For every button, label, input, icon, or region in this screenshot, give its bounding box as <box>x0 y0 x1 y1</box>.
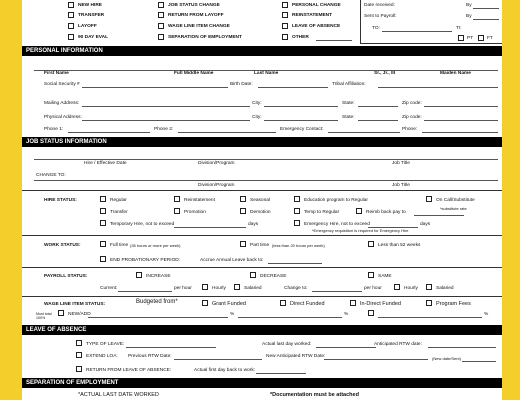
current-line[interactable] <box>118 291 172 292</box>
label-promotion: Promotion <box>184 210 206 215</box>
phone1-line[interactable] <box>68 132 150 133</box>
ti-label: TI: <box>456 26 462 31</box>
checkbox-salaried-change[interactable] <box>426 284 432 290</box>
per-hour-label-1: per hour <box>174 286 192 291</box>
label-other: OTHER <box>292 35 309 40</box>
label-return-from-layoff: RETURN FROM LAYOFF <box>168 13 224 18</box>
checkbox-new-add[interactable] <box>58 310 64 316</box>
type-of-leave-line[interactable] <box>126 347 216 348</box>
label-temporary-hire: Temporary Hire, not to exceed <box>110 222 175 227</box>
anticipated-rtw-label: Anticipated RTW date: <box>374 342 422 347</box>
wage-line-3[interactable] <box>378 317 482 318</box>
maiden-name-label: Maiden Name <box>440 71 471 76</box>
new-anticipated-line[interactable] <box>324 359 428 360</box>
label-part-time: Part time <box>250 243 270 248</box>
division-label-2: Division/Program <box>198 183 235 188</box>
label-emergency-hire: Emergency Hire, not to exceed <box>304 222 370 227</box>
checkbox-regular[interactable] <box>100 196 106 202</box>
mailing-state-line[interactable] <box>358 106 398 107</box>
job-row-line-1[interactable] <box>34 159 498 160</box>
checkbox-return-from-layoff[interactable] <box>158 12 164 18</box>
label-separation-of-employment: SEPARATION OF EMPLOYMENT <box>168 35 242 40</box>
indirect-label: In-Direct Funded <box>360 301 401 307</box>
new-add-label: NEW/ADD <box>68 312 91 317</box>
label-same: SAME <box>378 274 392 279</box>
checkbox-type-of-leave[interactable] <box>76 340 82 346</box>
sub-rate-note: *substitute rate <box>440 206 467 211</box>
first-day-back-label: Actual first day back to work: <box>194 368 256 373</box>
label-temp-to-regular: Temp to Regular <box>304 210 340 215</box>
phone-label: Phone: <box>402 127 418 132</box>
label-seasonal: Seasonal <box>250 198 271 203</box>
salaried-label-1: Salaried <box>244 286 262 291</box>
suffix-label: Sr., Jr., III <box>374 71 396 76</box>
previous-rtw-line[interactable] <box>174 359 262 360</box>
label-90-day-eval: 90 DAY EVAL <box>78 35 109 40</box>
label-regular: Regular <box>110 198 127 203</box>
mailing-line[interactable] <box>82 106 250 107</box>
checkbox-grant-funded[interactable] <box>202 300 208 306</box>
checkbox-demotion[interactable] <box>240 208 246 214</box>
checkbox-layoff[interactable] <box>68 23 74 29</box>
mailing-city-line[interactable] <box>264 106 338 107</box>
checkbox-wage-line-item-change[interactable] <box>158 23 164 29</box>
ft-label: FT <box>487 36 493 41</box>
direct-label: Direct Funded <box>290 301 325 307</box>
previous-rtw-label: Previous RTW Date: <box>128 354 172 359</box>
checkbox-temp-to-regular[interactable] <box>294 208 300 214</box>
checkbox-reinstatement-hire[interactable] <box>174 196 180 202</box>
checkbox-temporary-hire[interactable] <box>100 220 106 226</box>
checkbox-job-status-change[interactable] <box>158 2 164 8</box>
phone1-label: Phone 1: <box>44 127 64 132</box>
hire-date-label: Hire / Effective Date <box>84 161 127 166</box>
actual-last-day-label: Actual last day worked: <box>262 342 312 347</box>
checkbox-transfer[interactable] <box>68 12 74 18</box>
grant-label: Grant Funded <box>212 301 246 307</box>
checkbox-decrease[interactable] <box>250 272 256 278</box>
wage-line-1[interactable] <box>88 317 228 318</box>
emergency-label: Emergency Contact: <box>280 127 324 132</box>
checkbox-reimb-back-pay[interactable] <box>356 208 362 214</box>
full-time-note: (35 hours or more per week) <box>130 243 181 248</box>
mailing-zip-line[interactable] <box>424 106 498 107</box>
new-date-line[interactable] <box>462 361 496 362</box>
checkbox-increase[interactable] <box>136 272 142 278</box>
pct-label-1: % <box>230 312 235 317</box>
label-wage-line-item-change: WAGE LINE ITEM CHANGE <box>168 24 230 29</box>
pct-label-2: % <box>344 312 349 317</box>
label-accrue: Accrue Annual Leave back to: <box>200 258 264 263</box>
divider-4 <box>22 296 502 297</box>
by-line-1[interactable] <box>473 8 499 9</box>
wage-line-2[interactable] <box>238 317 342 318</box>
label-on-call: On Call/Substitute <box>436 198 475 203</box>
label-new-hire: NEW HIRE <box>78 3 102 8</box>
label-reimb-back-pay: Reimb back pay to <box>366 210 406 215</box>
form-sheet <box>22 0 502 400</box>
label-full-time: Full time <box>110 243 129 248</box>
checkbox-leave-of-absence[interactable] <box>282 23 288 29</box>
label-emergency-days: days <box>420 222 431 227</box>
phone2-label: Phone 2: <box>154 127 174 132</box>
label-reinstatement: REINSTATEMENT <box>292 13 333 18</box>
physical-line[interactable] <box>82 120 250 121</box>
checkbox-separation-of-employment[interactable] <box>158 34 164 40</box>
fees-label: Program Fees <box>436 301 471 307</box>
accrue-line[interactable] <box>268 263 322 264</box>
checkbox-indirect-funded[interactable] <box>350 300 356 306</box>
label-education-program: Education program to Regular <box>304 198 368 203</box>
last-name-label: Last Name <box>254 71 279 76</box>
checkbox-on-call[interactable] <box>426 196 432 202</box>
checkbox-personal-change[interactable] <box>282 2 288 8</box>
emergency-note: *Emergency requisition is required for Emergency Hire <box>312 228 409 233</box>
physical-state-label: State: <box>342 115 355 120</box>
checkbox-less-than-52[interactable] <box>368 241 374 247</box>
pct-label-3: % <box>484 312 489 317</box>
checkbox-salaried-current[interactable] <box>234 284 240 290</box>
checkbox-emergency-hire[interactable] <box>294 220 300 226</box>
other-line <box>316 40 352 41</box>
work-status-label: WORK STATUS: <box>44 243 81 248</box>
ssn-line[interactable] <box>82 87 228 88</box>
wage-status-label: WAGE LINE ITEM STATUS: <box>44 302 106 307</box>
label-personal-change: PERSONAL CHANGE <box>292 3 341 8</box>
tribal-label: Tribal Affiliation: <box>332 82 366 87</box>
division-label-1: Division/Program <box>198 161 235 166</box>
label-transfer-hire: Transfer <box>110 210 128 215</box>
checkbox-pt[interactable] <box>458 35 464 41</box>
emergency-line[interactable] <box>328 132 400 133</box>
physical-state-line[interactable] <box>358 120 398 121</box>
birth-date-line[interactable] <box>258 87 328 88</box>
to-label: TO: <box>372 26 380 31</box>
checkbox-full-time[interactable] <box>100 241 106 247</box>
checkbox-ft[interactable] <box>478 35 484 41</box>
by-label-2: By <box>466 14 472 19</box>
label-job-status-change: JOB STATUS CHANGE <box>168 3 220 8</box>
job-row-line-2[interactable] <box>34 180 498 181</box>
by-line-2[interactable] <box>473 19 499 20</box>
new-anticipated-label: New Anticipated RTW Date: <box>266 354 326 359</box>
divider-3 <box>22 267 502 268</box>
job-status-header: JOB STATUS INFORMATION <box>22 137 502 147</box>
ssn-label: Social Security # <box>44 82 80 87</box>
leave-header: LEAVE OF ABSENCE <box>22 325 502 335</box>
type-of-leave-label: TYPE OF LEAVE: <box>86 342 125 347</box>
label-temp-days: days <box>248 222 259 227</box>
sent-to-payroll-label: Sent to Payroll: <box>364 14 397 19</box>
checkbox-reinstatement[interactable] <box>282 12 288 18</box>
checkbox-return-from-leave[interactable] <box>76 366 82 372</box>
physical-label: Physical Address: <box>44 115 82 120</box>
mailing-state-label: State: <box>342 101 355 106</box>
per-hour-label-2: per hour <box>364 286 382 291</box>
full-middle-name-label: Full Middle Name <box>174 71 214 76</box>
salaried-label-2: Salaried <box>436 286 454 291</box>
temporary-days-line[interactable] <box>174 227 246 228</box>
label-decrease: DECREASE <box>260 274 287 279</box>
current-label: Current: <box>100 286 118 291</box>
checkbox-same[interactable] <box>368 272 374 278</box>
by-label-1: By <box>466 3 472 8</box>
part-time-note: (less than 20 hours per week) <box>272 243 325 248</box>
hourly-label-1: Hourly <box>212 286 226 291</box>
birth-date-label: Birth Date: <box>230 82 253 87</box>
checkbox-90-day-eval[interactable] <box>68 34 74 40</box>
checkbox-seasonal[interactable] <box>240 196 246 202</box>
first-name-label: First Name <box>44 71 69 76</box>
tribal-line[interactable] <box>378 87 498 88</box>
hire-status-label: HIRE STATUS: <box>44 198 77 203</box>
personal-info-header: PERSONAL INFORMATION <box>22 46 502 56</box>
label-leave-of-absence: LEAVE OF ABSENCE <box>292 24 341 29</box>
must-total-note: Must total 100% <box>36 312 52 320</box>
to-line[interactable] <box>382 31 452 32</box>
checkbox-hourly-current[interactable] <box>202 284 208 290</box>
return-from-leave-label: RETURN FROM LEAVE OF ABSENCE: <box>86 368 172 373</box>
change-to-label: CHANGE TO: <box>36 173 66 178</box>
divider-2 <box>22 235 502 236</box>
documentation-note: *Documentation must be attached <box>270 392 359 398</box>
physical-city-line[interactable] <box>264 120 338 121</box>
checkbox-program-fees[interactable] <box>426 300 432 306</box>
reimb-line[interactable] <box>414 215 464 216</box>
checkbox-part-time[interactable] <box>240 241 246 247</box>
checkbox-education-program[interactable] <box>294 196 300 202</box>
checkbox-promotion[interactable] <box>174 208 180 214</box>
change-to-pay-label: Change to: <box>284 286 308 291</box>
change-to-pay-line[interactable] <box>312 291 362 292</box>
new-date-note: (New date/Sent) <box>432 356 461 361</box>
checkbox-direct-funded[interactable] <box>280 300 286 306</box>
job-title-label-1: Job Title <box>392 161 410 166</box>
actual-last-day-line[interactable] <box>316 347 376 348</box>
checkbox-new-hire[interactable] <box>68 2 74 8</box>
physical-city-label: City: <box>252 115 262 120</box>
anticipated-rtw-line[interactable] <box>428 347 496 348</box>
checkbox-hourly-change[interactable] <box>394 284 400 290</box>
budgeted-label: Budgeted from* <box>136 299 178 305</box>
first-day-back-line[interactable] <box>256 373 306 374</box>
actual-last-date-label: *ACTUAL LAST DATE WORKED <box>78 392 159 398</box>
mailing-label: Mailing Address: <box>44 101 80 106</box>
phone-line[interactable] <box>422 132 498 133</box>
physical-zip-line[interactable] <box>424 120 498 121</box>
checkbox-extend-loa[interactable] <box>76 352 82 358</box>
checkbox-end-probation[interactable] <box>100 256 106 262</box>
pt-label: PT <box>467 36 474 41</box>
checkbox-other[interactable] <box>282 34 288 40</box>
label-end-probation: END PROBATIONARY PERIOD: <box>110 258 181 263</box>
date-received-label: Date received: <box>364 3 395 8</box>
hourly-label-2: Hourly <box>404 286 418 291</box>
label-reinstatement-hire: Reinstatement <box>184 198 215 203</box>
checkbox-wage-extra[interactable] <box>368 310 374 316</box>
checkbox-transfer-hire[interactable] <box>100 208 106 214</box>
mailing-city-label: City: <box>252 101 262 106</box>
label-transfer: TRANSFER <box>78 13 105 18</box>
label-layoff: LAYOFF <box>78 24 97 29</box>
label-less-than-52: Less than 52 weeks <box>378 243 421 248</box>
physical-zip-label: Zip code: <box>402 115 422 120</box>
extend-loa-label: EXTEND LOA: <box>86 354 118 359</box>
separation-header: SEPARATION OF EMPLOYMENT <box>22 378 502 388</box>
job-title-label-2: Job Title <box>392 183 410 188</box>
mailing-zip-label: Zip code: <box>402 101 422 106</box>
divider-1 <box>22 190 502 191</box>
phone2-line[interactable] <box>178 132 276 133</box>
payroll-status-label: PAYROLL STATUS: <box>44 274 88 279</box>
label-increase: INCREASE <box>146 274 171 279</box>
label-demotion: Demotion <box>250 210 271 215</box>
